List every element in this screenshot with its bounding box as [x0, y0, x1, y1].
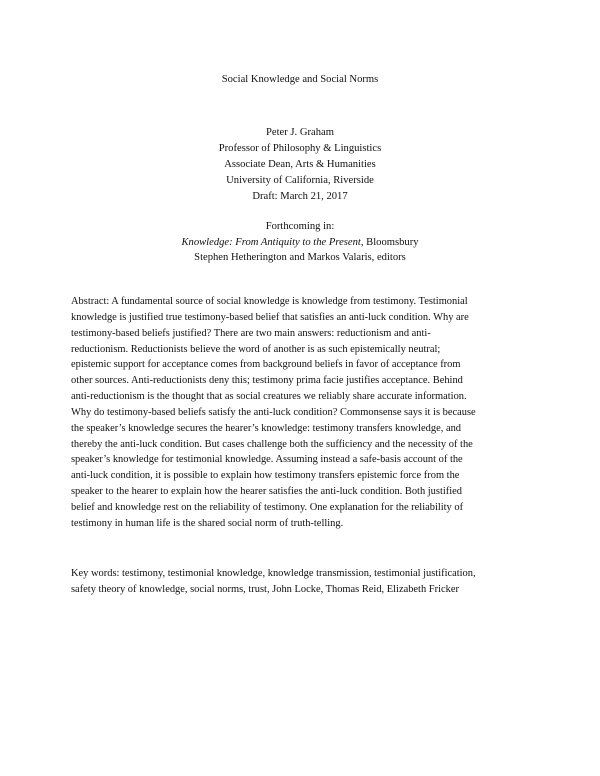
forthcoming-block [0, 219, 600, 266]
keywords-line: safety theory of knowledge, social norms, trust, John Locke, Thomas Reid, Elizabeth Fricker [71, 583, 459, 595]
draft-date: Draft: March 21, 2017 [252, 191, 348, 202]
paper-title: Social Knowledge and Social Norms [221, 74, 379, 85]
abstract-line: testimony-based beliefs justified? There are two main answers: reductionism and anti- [71, 327, 431, 339]
abstract-line: the speaker’s knowledge secures the hearer’s knowledge: testimony transfers knowledge, and [71, 422, 462, 434]
author-affiliation: University of California, Riverside [226, 175, 374, 186]
book-line [0, 235, 600, 251]
abstract-line: reductionism. Reductionists believe the word of another is as such epistemically neutral; [71, 343, 441, 355]
book-editors: Stephen Hetherington and Markos Valaris, editors [194, 252, 406, 263]
abstract-line: speaker’s knowledge for testimonial knowledge. Assuming instead a safe-basis account of the [71, 454, 463, 466]
abstract [71, 294, 531, 532]
book-publisher: , Bloomsbury [360, 236, 419, 248]
abstract-line: Abstract: A fundamental source of social knowledge is knowledge from testimony. Testimonial [71, 296, 468, 307]
abstract-line: epistemic support for acceptance comes from background beliefs in favor of acceptance from [71, 359, 461, 371]
abstract-line: anti-luck condition, it is possible to explain how testimony transfers epistemic force from the [71, 470, 460, 482]
author-position: Professor of Philosophy & Linguistics [218, 143, 382, 154]
abstract-line: thereby the anti-luck condition. But cases challenge both the sufficiency and the necessity of the [71, 438, 473, 450]
author-dean-role: Associate Dean, Arts & Humanities [224, 159, 376, 170]
abstract-line: belief and knowledge rest on the reliability of testimony. One explanation for the reliability of [71, 501, 464, 513]
abstract-line: speaker to the hearer to explain how the hearer satisfies the anti-luck condition. Both justified [71, 486, 462, 498]
author-block [0, 125, 600, 205]
keywords [71, 566, 541, 598]
keywords-line: Key words: testimony, testimonial knowledge, knowledge transmission, testimonial justification, [71, 568, 476, 579]
book-title: Knowledge: From Antiquity to the Present [181, 236, 361, 248]
abstract-line: anti-reductionism is the thought that as social creatures we reliably share accurate information. [71, 391, 467, 403]
abstract-line: knowledge is justified true testimony-based belief that satisfies an anti-luck condition. Why are [71, 311, 469, 323]
forthcoming-label: Forthcoming in: [265, 221, 335, 232]
author-name: Peter J. Graham [266, 127, 334, 138]
abstract-line: testimony in human life is the shared social norm of truth-telling. [71, 517, 344, 529]
abstract-line: Why do testimony-based beliefs satisfy the anti-luck condition? Commonsense says it is because [71, 406, 476, 418]
abstract-line: other sources. Anti-reductionists deny this; testimony prima facie justifies acceptance. Behind [71, 375, 463, 387]
